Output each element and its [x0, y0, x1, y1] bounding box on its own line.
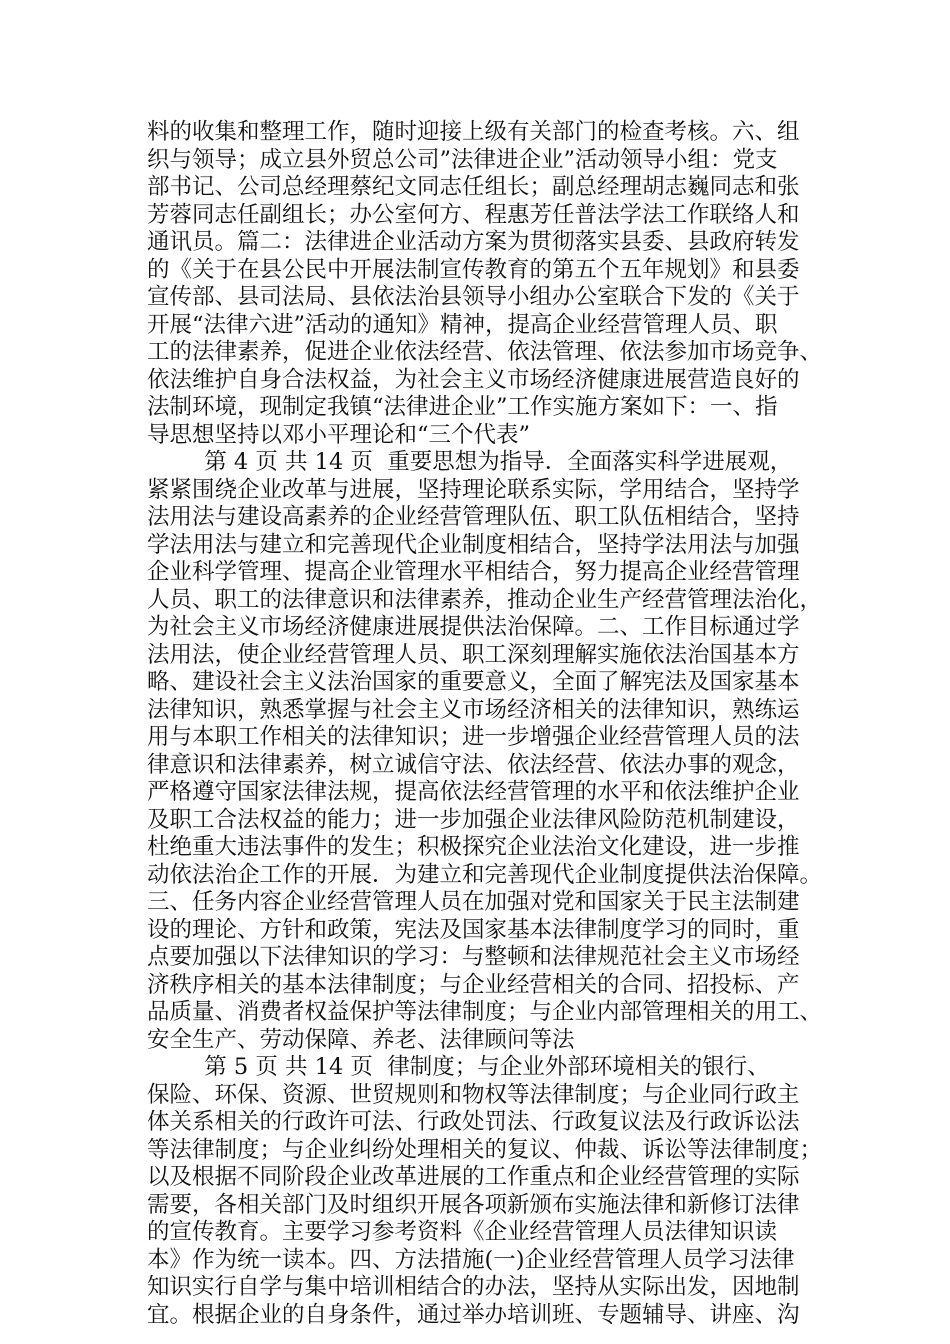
- text-line: 需要，各相关部门及时组织开展各项新颁布实施法律和新修订法律: [147, 1191, 800, 1218]
- text-line: 法律知识，熟悉掌握与社会主义市场经济相关的法律知识，熟练运: [147, 696, 800, 723]
- text-line: 以及根据不同阶段企业改革进展的工作重点和企业经营管理的实际: [147, 1164, 800, 1190]
- text-line: 杜绝重大违法事件的发生；积极探究企业法治文化建设，进一步推: [147, 834, 800, 860]
- text-line: 点要加强以下法律知识的学习：与整顿和法律规范社会主义市场经: [147, 944, 800, 970]
- text-line: 宜。根据企业的自身条件，通过举办培训班、专题辅导、讲座、沟: [147, 1301, 800, 1328]
- text-line: 工的法律素养，促进企业依法经营、依法管理、依法参加市场竞争、: [147, 339, 823, 365]
- text-line: 的宣传教育。主要学习参考资料《企业经营管理人员法律知识读: [147, 1219, 778, 1245]
- text-line: 开展“法律六进”活动的通知》精神，提高企业经营管理人员、职: [147, 311, 778, 338]
- text-line: 学法用法与建立和完善现代企业制度相结合，坚持学法用法与加强: [147, 531, 800, 558]
- page-break-line: 第 5 页 共 14 页 律制度；与企业外部环境相关的银行、: [147, 1054, 770, 1080]
- text-line: 法用法与建设高素养的企业经营管理队伍、职工队伍相结合，坚持: [147, 504, 800, 530]
- text-line: 的《关于在县公民中开展法制宣传教育的第五个五年规划》和县委: [147, 256, 800, 283]
- text-line: 本》作为统一读本。四、方法措施(一)企业经营管理人员学习法律: [147, 1246, 795, 1273]
- text-line: 为社会主义市场经济健康进展提供法治保障。二、工作目标通过学: [147, 614, 800, 640]
- text-line: 知识实行自学与集中培训相结合的办法，坚持从实际出发，因地制: [147, 1274, 800, 1300]
- text-line: 济秩序相关的基本法律制度；与企业经营相关的合同、招投标、产: [147, 971, 800, 998]
- text-line: 企业科学管理、提高企业管理水平相结合，努力提高企业经营管理: [147, 559, 800, 585]
- text-line: 法制环境，现制定我镇“法律进企业”工作实施方案如下：一、指: [147, 394, 778, 420]
- text-line: 导思想坚持以邓小平理论和“三个代表”: [147, 421, 531, 448]
- text-line: 宣传部、县司法局、县依法治县领导小组办公室联合下发的《关于: [147, 284, 800, 310]
- body-text: [147, 119, 827, 1329]
- text-line: 通讯员。篇二：法律进企业活动方案为贯彻落实县委、县政府转发: [147, 229, 800, 255]
- text-line: 三、任务内容企业经营管理人员在加强对党和国家关于民主法制建: [147, 889, 800, 915]
- text-line: 安全生产、劳动保障、养老、法律顾问等法: [147, 1026, 575, 1053]
- text-line: 保险、环保、资源、世贸规则和物权等法律制度；与企业同行政主: [147, 1081, 800, 1108]
- text-line: 部书记、公司总经理蔡纪文同志任组长；副总经理胡志巍同志和张: [147, 174, 800, 200]
- text-line: 织与领导；成立县外贸总公司”法律进企业”活动领导小组：党支: [147, 146, 778, 173]
- text-line: 体关系相关的行政许可法、行政处罚法、行政复议法及行政诉讼法: [147, 1109, 800, 1135]
- text-line: 法用法，使企业经营管理人员、职工深刻理解实施依法治国基本方: [147, 641, 800, 668]
- text-line: 用与本职工作相关的法律知识；进一步增强企业经营管理人员的法: [147, 724, 800, 750]
- text-line: 律意识和法律素养，树立诚信守法、依法经营、依法办事的观念，: [147, 751, 800, 778]
- text-line: 略、建设社会主义法治国家的重要意义，全面了解宪法及国家基本: [147, 669, 800, 695]
- text-line: 依法维护自身合法权益，为社会主义市场经济健康进展营造良好的: [147, 366, 800, 393]
- text-line: 及职工合法权益的能力；进一步加强企业法律风险防范机制建设，: [147, 806, 800, 833]
- text-line: 等法律制度；与企业纠纷处理相关的复议、仲裁、诉讼等法律制度；: [147, 1136, 823, 1163]
- text-line: 人员、职工的法律意识和法律素养，推动企业生产经营管理法治化，: [147, 586, 823, 613]
- text-line: 料的收集和整理工作，随时迎接上级有关部门的检查考核。六、组: [147, 119, 800, 145]
- text-line: 设的理论、方针和政策，宪法及国家基本法律制度学习的同时，重: [147, 916, 800, 943]
- page-break-line: 第 4 页 共 14 页 重要思想为指导．全面落实科学进展观，: [147, 449, 793, 475]
- text-line: 严格遵守国家法律法规，提高依法经营管理的水平和依法维护企业: [147, 779, 800, 805]
- text-line: 紧紧围绕企业改革与进展，坚持理论联系实际，学用结合，坚持学: [147, 476, 800, 503]
- text-line: 动依法治企工作的开展．为建立和完善现代企业制度提供法治保障。: [147, 861, 823, 888]
- text-line: 芳蓉同志任副组长；办公室何方、程惠芳任普法学法工作联络人和: [147, 201, 800, 228]
- text-line: 品质量、消费者权益保护等法律制度；与企业内部管理相关的用工、: [147, 999, 823, 1025]
